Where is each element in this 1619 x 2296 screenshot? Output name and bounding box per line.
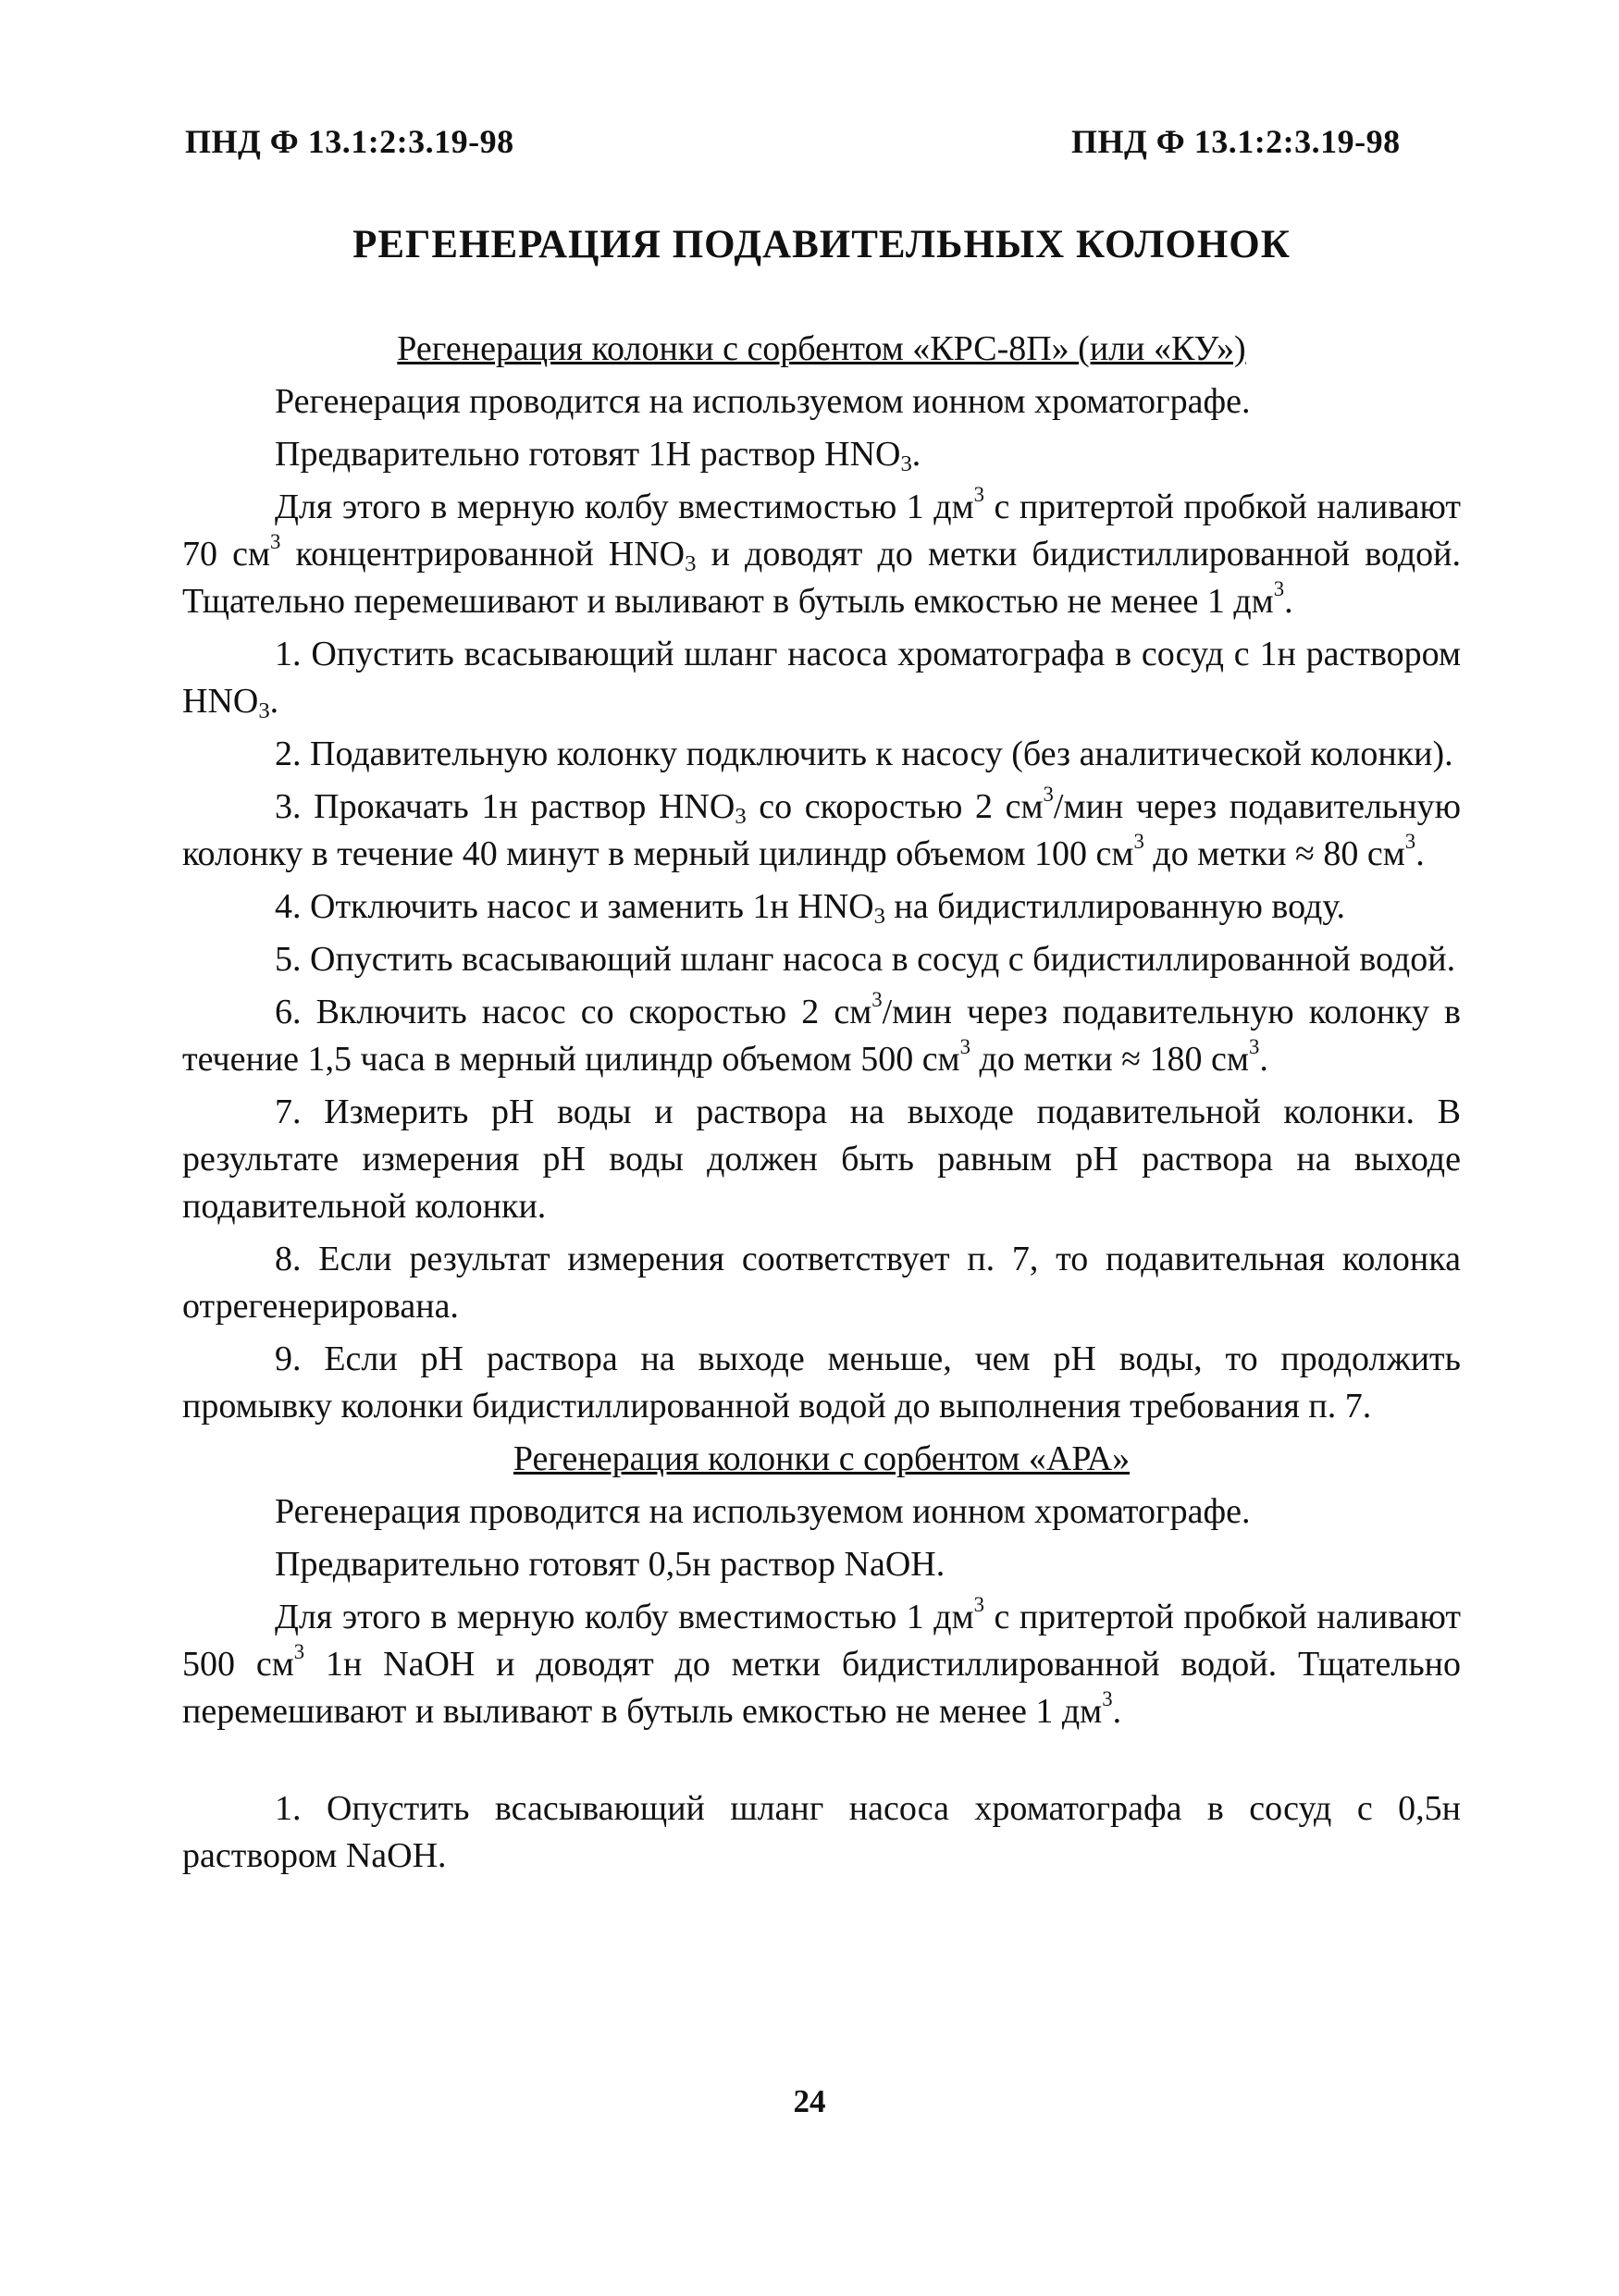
list-item-ara-step-1: 1. Опустить всасывающий шланг насоса хроматографа в сосуд с 0,5н раствором NaOH.	[182, 1789, 1461, 1875]
page-title: РЕГЕНЕРАЦИЯ ПОДАВИТЕЛЬНЫХ КОЛОНОК	[352, 223, 1291, 266]
paragraph-intro: Регенерация проводится на используемом ионном хроматографе.	[275, 382, 1251, 421]
header-doc-code-right: ПНД Ф 13.1:2:3.19-98	[1071, 123, 1401, 160]
list-item-step-5: 5. Опустить всасывающий шланг насоса в сосуд с бидистиллированной водой.	[275, 940, 1456, 979]
paragraph-prep-procedure: Для этого в мерную колбу вместимостью 1 $дм^3$ с притертой пробкой наливают 70 $см^3$ концентрированной $HNO_3$ и доводят до метки бидистиллированной водой. Тщательно перемешивают и выливают в бутыль емкостью не менее 1 $дм^3$.	[182, 482, 1461, 621]
list-item-step-3: 3. Прокачать 1н раствор $HNO_3$ со скоростью 2 $см^3$/мин через подавительную колонку в течение 40 минут в мерный цилиндр объемом 100 $см^3$ до метки ≈ 80 $см^3$.	[182, 782, 1461, 873]
page-number: 24	[793, 2083, 826, 2119]
list-item-step-8: 8. Если результат измерения соответствует п. 7, то подавительная колонка отрегенерирована.	[182, 1240, 1461, 1326]
section-heading-ara: Регенерация колонки с сорбентом «АРА»	[513, 1439, 1131, 1478]
header-doc-code-left: ПНД Ф 13.1:2:3.19-98	[185, 123, 514, 160]
paragraph-intro-ara: Регенерация проводится на используемом ионном хроматографе.	[275, 1492, 1251, 1531]
paragraph-prep-procedure-ara: Для этого в мерную колбу вместимостью 1 $дм^3$ с притертой пробкой наливают 500 $см^3$ 1н NaOH и доводят до метки бидистиллированной водой. Тщательно перемешивают и выливают в бутыль емкостью не менее 1 $дм^3$.	[182, 1592, 1461, 1731]
list-item-step-9: 9. Если pH раствора на выходе меньше, чем pH воды, то продолжить промывку колонки бидистиллированной водой до выполнения требования п. 7.	[182, 1339, 1461, 1426]
spacer	[182, 1741, 1461, 1785]
list-item-step-4: 4. Отключить насос и заменить 1н $HNO_3$ на бидистиллированную воду.	[275, 887, 1346, 930]
document-body	[182, 326, 1461, 1885]
list-item-step-2: 2. Подавительную колонку подключить к насосу (без аналитической колонки).	[275, 734, 1453, 773]
list-item-step-7: 7. Измерить pH воды и раствора на выходе подавительной колонки. В результате измерения pH воды должен быть равным pH раствора на выходе подавительной колонки.	[182, 1092, 1461, 1226]
section-heading-krs: Регенерация колонки с сорбентом «КРС-8П» (или «КУ»)	[397, 329, 1246, 368]
list-item-step-1: 1. Опустить всасывающий шланг насоса хроматографа в сосуд с 1н раствором $HNO_3$.	[182, 635, 1461, 724]
paragraph-prep-solution: Предварительно готовят 1Н раствор $HNO_3$.	[275, 435, 921, 477]
paragraph-prep-solution-ara: Предварительно готовят 0,5н раствор NaOH.	[275, 1545, 945, 1584]
list-item-step-6: 6. Включить насос со скоростью 2 $см^3$/мин через подавительную колонку в течение 1,5 часа в мерный цилиндр объемом 500 $см^3$ до метки ≈ 180 $см^3$.	[182, 987, 1461, 1079]
